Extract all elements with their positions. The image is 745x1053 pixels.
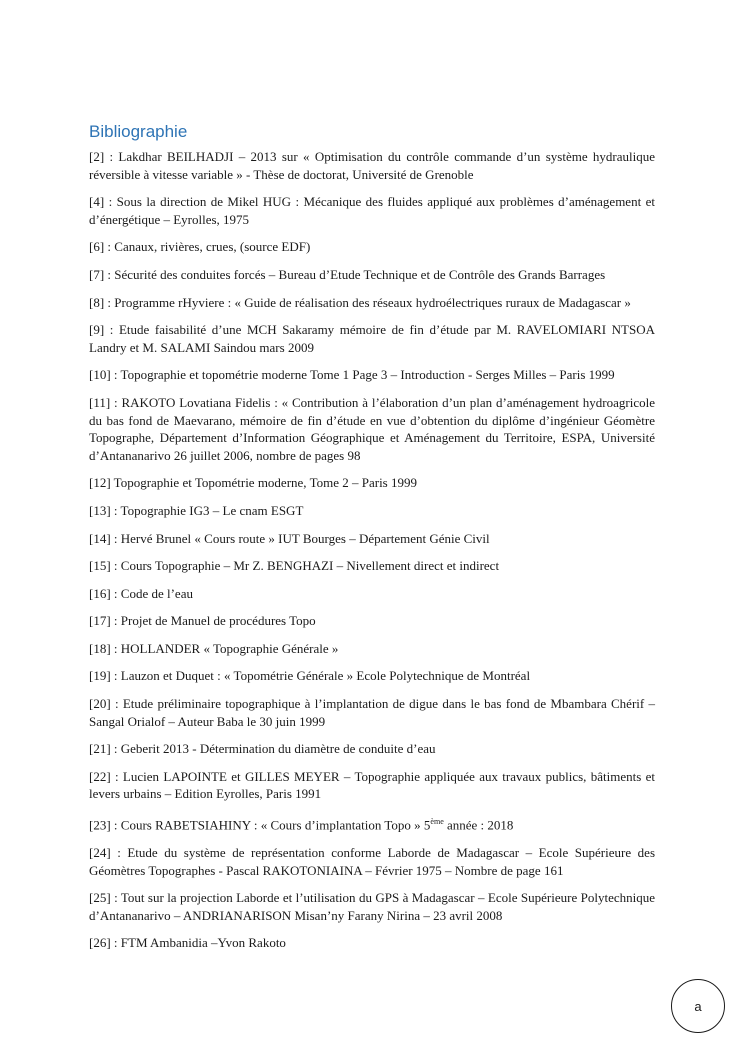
entry-text: [17] : Projet de Manuel de procédures Topo	[89, 613, 316, 629]
entry-text: [11] : RAKOTO Lovatiana Fidelis : « Contribution à l’élaboration d’un plan d’aménagement hydroagricole du bas fond de Maevarano, mémoire de fin d’étude en vue d’obtention du diplôme d’ingénieur Géomètre Topographe, Département d’Information Géographique et Aménagement du Territoire, ESPA, Université d’Antananarivo 26 juillet 2006, nombre de pages 98	[89, 394, 655, 463]
entry-text-after: année : 2018	[443, 817, 514, 833]
bibliography-entry	[89, 889, 655, 924]
entry-text: [22] : Lucien LAPOINTE et GILLES MEYER – Topographie appliquée aux travaux publics, bâtiments et levers urbains – Edition Eyrolles, Paris 1991	[89, 768, 655, 802]
entry-text: [18] : HOLLANDER « Topographie Générale »	[89, 640, 339, 656]
entry-text: [6] : Canaux, rivières, crues, (source EDF)	[89, 239, 311, 255]
bibliography-entry	[89, 530, 655, 548]
bibliography-entry	[89, 695, 655, 730]
entry-text: [4] : Sous la direction de Mikel HUG : Mécanique des fluides appliqué aux problèmes d’aménagement et d’énergétique – Eyrolles, 1975	[89, 194, 655, 227]
entry-text: [7] : Sécurité des conduites forcés – Bureau d’Etude Technique et de Contrôle des Grands Barrages	[89, 266, 606, 282]
page-title: Bibliographie	[89, 122, 188, 141]
bibliography-entry	[89, 366, 655, 384]
bibliography-entry	[89, 667, 655, 685]
bibliography-entry	[89, 193, 655, 228]
entry-text: [10] : Topographie et topométrie moderne Tome 1 Page 3 – Introduction - Serges Milles – Paris 1999	[89, 367, 615, 383]
bibliography-entry	[89, 321, 655, 356]
entry-text: [26] : FTM Ambanidia –Yvon Rakoto	[89, 935, 286, 951]
entry-text: [20] : Etude préliminaire topographique à l’implantation de digue dans le bas fond de Mbambara Chérif – Sangal Orialof – Auteur Baba le 30 juin 1999	[89, 696, 655, 729]
bibliography-entry	[89, 934, 655, 952]
entry-text: [21] : Geberit 2013 - Détermination du diamètre de conduite d’eau	[89, 741, 436, 757]
entry-text: [14] : Hervé Brunel « Cours route » IUT Bourges – Département Génie Civil	[89, 530, 490, 546]
entry-text: [19] : Lauzon et Duquet : « Topométrie Générale » Ecole Polytechnique de Montréal	[89, 668, 531, 684]
bibliography-entry	[89, 148, 655, 183]
entry-text: [24] : Etude du système de représentation conforme Laborde de Madagascar – Ecole Supérieure des Géomètres Topographes - Pascal RAKOTONIAINA – Février 1975 – Nombre de page 161	[89, 844, 655, 878]
bibliography-entry	[89, 740, 655, 758]
entry-superscript: ème	[430, 817, 444, 827]
entry-text: [9] : Etude faisabilité d’une MCH Sakaramy mémoire de fin d’étude par M. RAVELOMIARI NTSOA Landry et M. SALAMI Saindou mars 2009	[89, 322, 655, 355]
bibliography-entry	[89, 844, 655, 879]
bibliography-entry	[89, 640, 655, 658]
entry-text: [16] : Code de l’eau	[89, 585, 193, 601]
bibliography-entry	[89, 813, 655, 834]
bibliography-entry	[89, 768, 655, 803]
bibliography-entry	[89, 266, 655, 284]
entry-text: [8] : Programme rHyviere : « Guide de réalisation des réseaux hydroélectriques ruraux de Madagascar »	[89, 294, 631, 310]
bibliography-entry	[89, 557, 655, 575]
bibliography-entry	[89, 394, 655, 464]
bibliography-entry	[89, 474, 655, 492]
page-number-badge	[671, 979, 725, 1033]
entry-text: [13] : Topographie IG3 – Le cnam ESGT	[89, 502, 304, 518]
bibliography-entry	[89, 238, 655, 256]
entry-text: [23] : Cours RABETSIAHINY : « Cours d’implantation Topo » 5	[89, 817, 431, 833]
bibliography-page	[89, 121, 655, 962]
page-number: a	[694, 998, 702, 1014]
entry-text: [15] : Cours Topographie – Mr Z. BENGHAZI – Nivellement direct et indirect	[89, 558, 500, 574]
entry-text: [25] : Tout sur la projection Laborde et l’utilisation du GPS à Madagascar – Ecole Supérieure Polytechnique d’Antananarivo – ANDRIANARISON Misan’ny Farany Nirina – 23 avril 2008	[89, 890, 655, 923]
entry-text: [2] : Lakdhar BEILHADJI – 2013 sur « Optimisation du contrôle commande d’un système hydraulique réversible à vitesse variable » - Thèse de doctorat, Université de Grenoble	[89, 149, 655, 182]
bibliography-entry	[89, 502, 655, 520]
entry-text: [12] Topographie et Topométrie moderne, Tome 2 – Paris 1999	[89, 475, 417, 491]
bibliography-list	[89, 148, 655, 952]
bibliography-entry	[89, 585, 655, 603]
bibliography-entry	[89, 612, 655, 630]
bibliography-entry	[89, 294, 655, 312]
